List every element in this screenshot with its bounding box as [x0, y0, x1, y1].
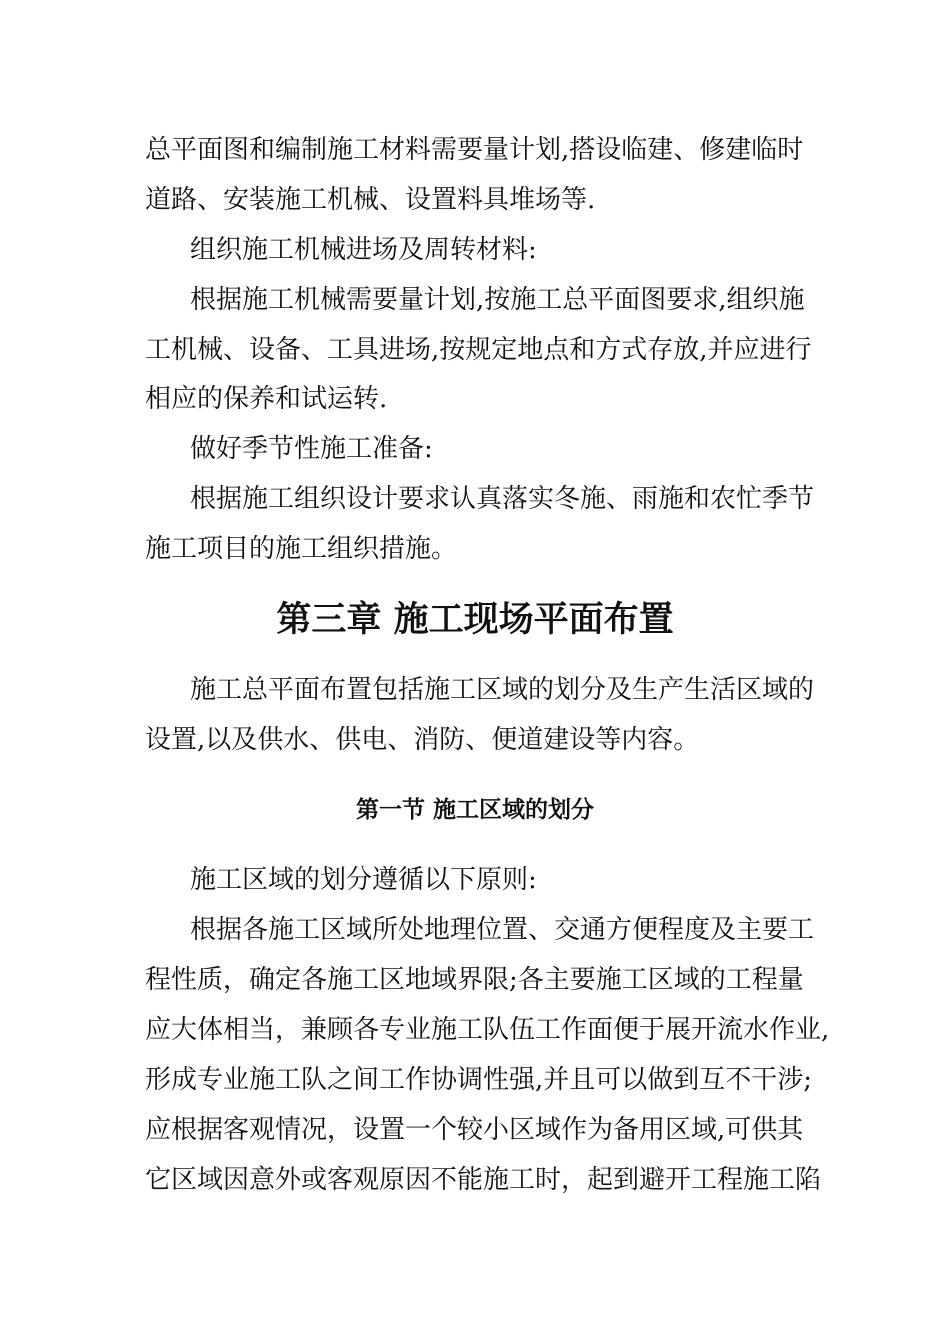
paragraph-line: 相应的保养和试运转.: [145, 384, 388, 414]
paragraph-line: 应根据客观情况，设置一个较小区域作为备用区域,可供其: [145, 1115, 804, 1145]
paragraph-line: 设置,以及供水、供电、消防、便道建设等内容。: [145, 725, 700, 755]
paragraph-line: 程性质，确定各施工区地域界限;各主要施工区域的工程量: [145, 965, 804, 995]
paragraph-line: 施工区域的划分遵循以下原则:: [190, 865, 537, 895]
paragraph-line: 道路、安装施工机械、设置料具堆场等.: [145, 185, 596, 215]
section-title: 第一节 施工区域的划分: [355, 796, 594, 823]
paragraph-line: 根据各施工区域所处地理位置、交通方便程度及主要工: [190, 915, 815, 945]
paragraph-line: 施工项目的施工组织措施。: [145, 534, 458, 564]
paragraph-line: 总平面图和编制施工材料需要量计划,搭设临建、修建临时: [145, 135, 804, 165]
paragraph-line: 做好季节性施工准备:: [190, 434, 433, 464]
chapter-title: 第三章 施工现场平面布置: [276, 599, 674, 640]
paragraph-line: 应大体相当，兼顾各专业施工队伍工作面便于展开流水作业,: [145, 1015, 830, 1045]
paragraph-line: 根据施工机械需要量计划,按施工总平面图要求,组织施: [190, 285, 805, 315]
paragraph-line: 组织施工机械进场及周转材料:: [190, 235, 537, 265]
paragraph-line: 工机械、设备、工具进场,按规定地点和方式存放,并应进行: [145, 335, 812, 365]
paragraph-line: 形成专业施工队之间工作协调性强,并且可以做到互不干涉;: [145, 1065, 813, 1095]
paragraph-line: 它区域因意外或客观原因不能施工时，起到避开工程施工陷: [145, 1165, 822, 1195]
paragraph-line: 施工总平面布置包括施工区域的划分及生产生活区域的: [190, 675, 815, 705]
paragraph-line: 根据施工组织设计要求认真落实冬施、雨施和农忙季节: [190, 484, 815, 514]
